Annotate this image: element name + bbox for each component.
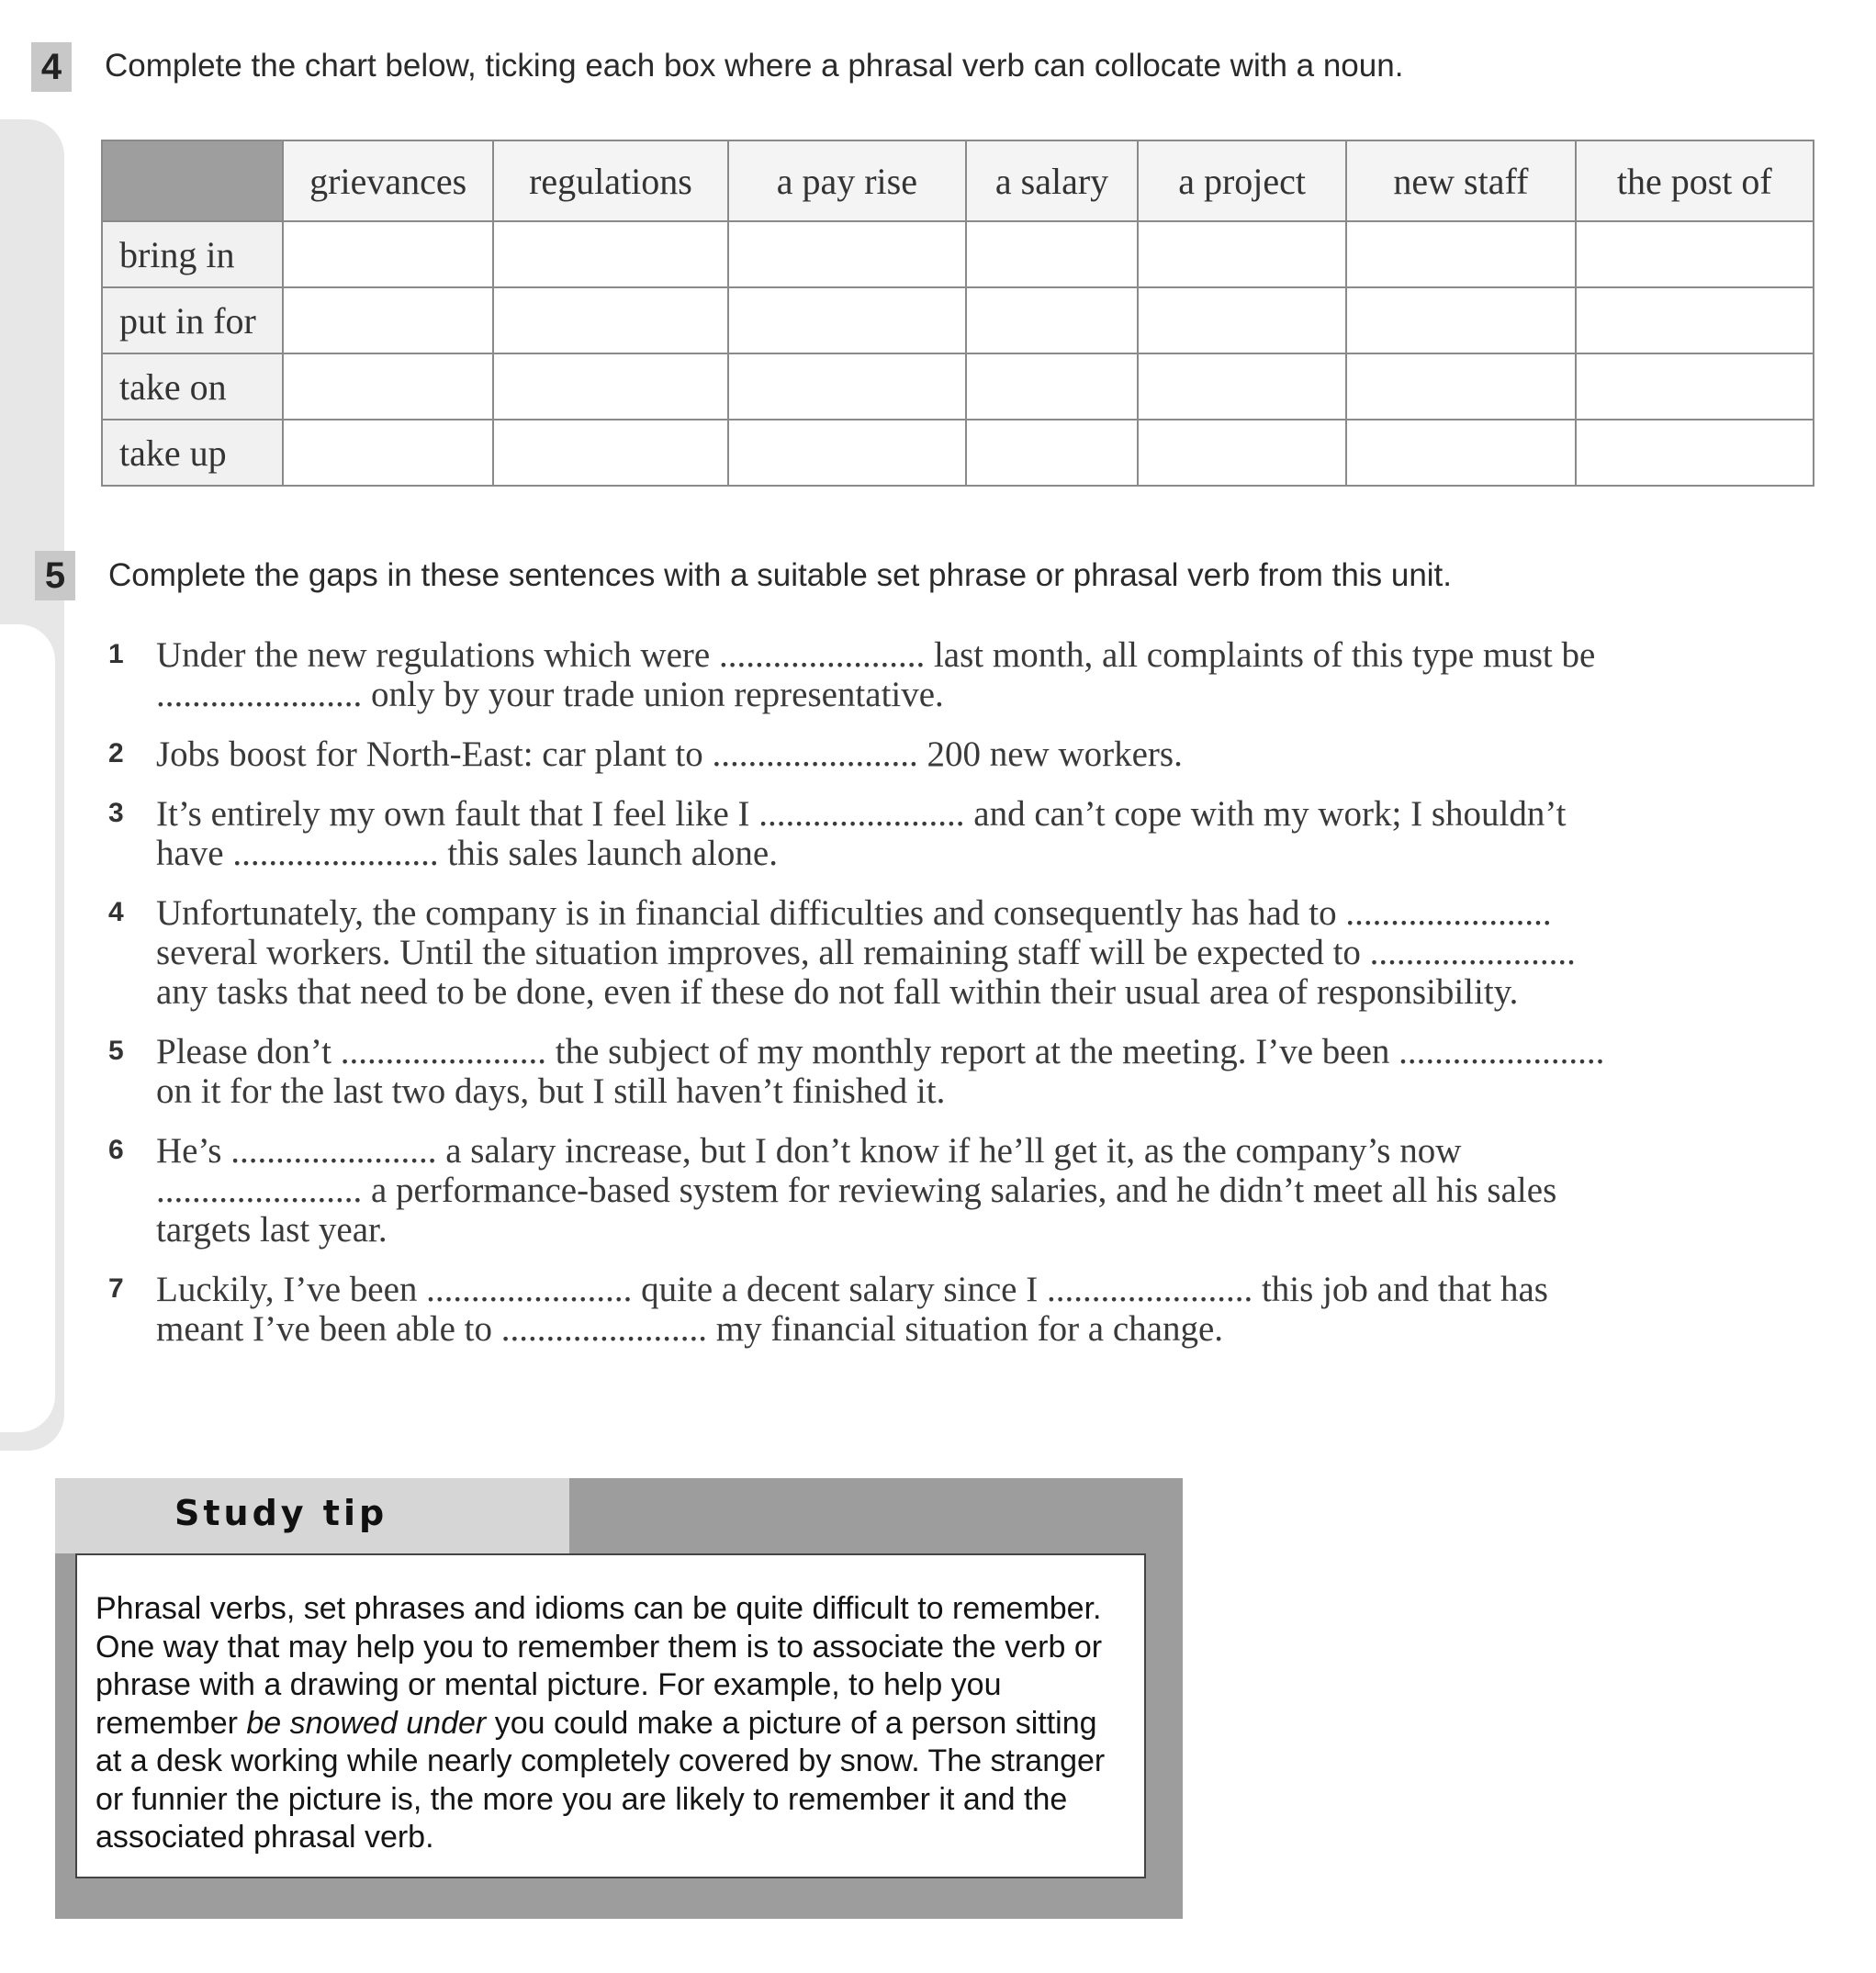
tick-box[interactable] [728, 221, 966, 287]
page-edge-tab-cutout [0, 624, 55, 1432]
chart-row [102, 221, 1814, 287]
sentence-item [108, 734, 1614, 774]
study-tip-example-phrase: be snowed under [246, 1705, 487, 1741]
study-tip-panel [75, 1553, 1146, 1878]
chart-corner-cell [102, 140, 283, 221]
tick-box[interactable] [493, 287, 727, 353]
chart-row [102, 353, 1814, 420]
tick-box[interactable] [966, 420, 1138, 486]
tick-box[interactable] [493, 420, 727, 486]
chart-header-row [102, 140, 1814, 221]
chart-row [102, 287, 1814, 353]
tick-box[interactable] [966, 287, 1138, 353]
row-label: bring in [102, 221, 283, 287]
tick-box[interactable] [283, 420, 493, 486]
sentence-text: Luckily, I’ve been ....................... quite a decent salary since I ....................... this job and that has meant I’ve been able to ....................... my financial situation for a change. [156, 1270, 1548, 1349]
tick-box[interactable] [1576, 420, 1814, 486]
sentence-item [108, 794, 1614, 873]
sentence-text: He’s ....................... a salary increase, but I don’t know if he’ll get it, as the company’s now ....................... a performance-based system for reviewing salaries, and he didn’t meet all his sales targets last year. [156, 1131, 1557, 1250]
study-tip-title: Study tip [174, 1493, 388, 1533]
sentence-number: 6 [108, 1135, 124, 1165]
chart-row [102, 420, 1814, 486]
column-header: grievances [283, 140, 493, 221]
tick-box[interactable] [283, 287, 493, 353]
exercise-4-instruction: Complete the chart below, ticking each box where a phrasal verb can collocate with a noun. [105, 48, 1404, 84]
study-tip-header [55, 1478, 569, 1553]
sentence-number: 4 [108, 897, 124, 927]
exercise-5-number: 5 [35, 551, 75, 600]
tick-box[interactable] [1138, 420, 1346, 486]
tick-box[interactable] [1346, 287, 1575, 353]
sentence-number: 1 [108, 639, 124, 669]
sentence-item [108, 1270, 1614, 1349]
sentence-number: 2 [108, 738, 124, 768]
collocation-chart [101, 140, 1814, 487]
tick-box[interactable] [1138, 353, 1346, 420]
tick-box[interactable] [1138, 287, 1346, 353]
tick-box[interactable] [966, 353, 1138, 420]
row-label: take on [102, 353, 283, 420]
tick-box[interactable] [728, 353, 966, 420]
tick-box[interactable] [728, 420, 966, 486]
tick-box[interactable] [1138, 221, 1346, 287]
sentence-item [108, 635, 1614, 714]
column-header: a pay rise [728, 140, 966, 221]
exercise-4-number: 4 [31, 42, 72, 92]
study-tip-box [55, 1478, 1183, 1919]
study-tip-text [95, 1590, 1124, 1857]
row-label: put in for [102, 287, 283, 353]
sentence-number: 3 [108, 798, 124, 828]
column-header: a project [1138, 140, 1346, 221]
column-header: regulations [493, 140, 727, 221]
tick-box[interactable] [1346, 353, 1575, 420]
sentence-item [108, 893, 1614, 1012]
study-tip-text-start: Phrasal verbs, set phrases and idioms can be quite difficult to remember. One way that may help you to remember them is to associate the verb or phrase with a drawing or mental picture. For example, to help you remember [95, 1591, 1103, 1741]
tick-box[interactable] [1346, 221, 1575, 287]
exercise-5-instruction: Complete the gaps in these sentences with a suitable set phrase or phrasal verb from this unit. [108, 557, 1453, 593]
study-tip-text-end: you could make a picture of a person sitting at a desk working while nearly completely covered by snow. The stranger or funnier the picture is, the more you are likely to remember it and the associated phrasal verb. [95, 1705, 1106, 1855]
sentence-text: Jobs boost for North-East: car plant to ....................... 200 new workers. [156, 734, 1183, 774]
tick-box[interactable] [728, 287, 966, 353]
column-header: a salary [966, 140, 1138, 221]
sentence-number: 5 [108, 1036, 124, 1066]
sentence-text: Unfortunately, the company is in financial difficulties and consequently has had to ....................... several workers. Until the situation improves, all remaining staff will be expected to ....................... any tasks that need to be done, even if these do not fall within their usual area of responsibility. [156, 893, 1576, 1012]
sentence-item [108, 1131, 1614, 1250]
column-header: new staff [1346, 140, 1575, 221]
tick-box[interactable] [283, 353, 493, 420]
tick-box[interactable] [493, 221, 727, 287]
row-label: take up [102, 420, 283, 486]
sentence-list [108, 635, 1614, 1369]
tick-box[interactable] [966, 221, 1138, 287]
tick-box[interactable] [1576, 353, 1814, 420]
sentence-text: Please don’t ....................... the subject of my monthly report at the meeting. I’ve been ....................... on it for the last two days, but I still haven’t finished it. [156, 1032, 1605, 1111]
column-header: the post of [1576, 140, 1814, 221]
tick-box[interactable] [493, 353, 727, 420]
sentence-number: 7 [108, 1273, 124, 1304]
tick-box[interactable] [1576, 221, 1814, 287]
tick-box[interactable] [1346, 420, 1575, 486]
sentence-item [108, 1032, 1614, 1111]
tick-box[interactable] [1576, 287, 1814, 353]
tick-box[interactable] [283, 221, 493, 287]
sentence-text: It’s entirely my own fault that I feel like I ....................... and can’t cope with my work; I shouldn’t have ....................... this sales launch alone. [156, 794, 1567, 873]
sentence-text: Under the new regulations which were ....................... last month, all complaints of this type must be ....................... only by your trade union representative. [156, 635, 1596, 714]
